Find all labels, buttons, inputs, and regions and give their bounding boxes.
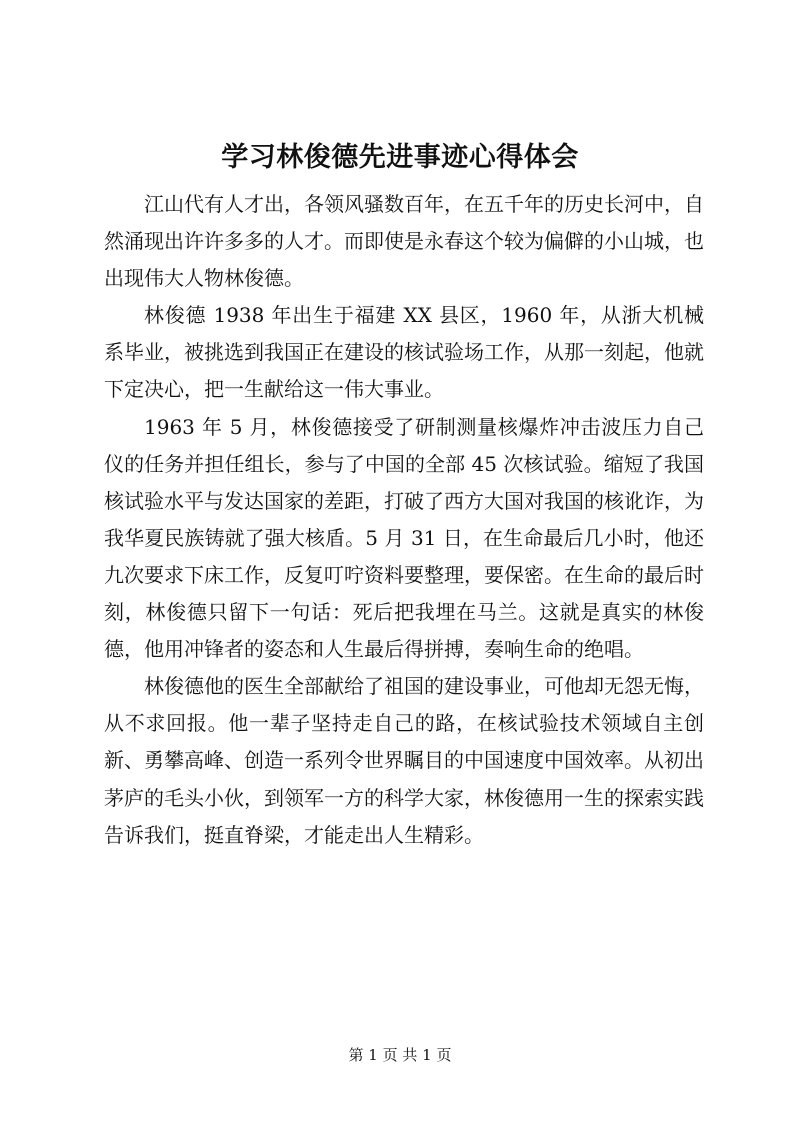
paragraph-2: 林俊德 1938 年出生于福建 XX 县区，1960 年，从浙大机械系毕业，被挑选到我国正在建设的核试验场工作，从那一刻起，他就下定决心，把一生献给这一伟大事业。 <box>104 303 704 402</box>
document-title: 学习林俊德先进事迹心得体会 <box>221 142 579 173</box>
paragraph-4: 林俊德他的医生全部献给了祖国的建设事业，可他却无怨无悔，从不求回报。他一辈子坚持走自己的路，在核试验技术领域自主创新、勇攀高峰、创造一系列令世界瞩目的中国速度中国效率。从初出茅庐的毛头小伙，到领军一方的科学大家，林俊德用一生的探索实践告诉我们，挺直脊梁，才能走出人生精彩。 <box>104 674 704 847</box>
page-footer: 第 1 页 共 1 页 <box>348 1046 452 1064</box>
paragraph-3: 1963 年 5 月，林俊德接受了研制测量核爆炸冲击波压力自己仪的任务并担任组长，参与了中国的全部 45 次核试验。缩短了我国核试验水平与发达国家的差距，打破了西方大国对我国的核讹诈，为我华夏民族铸就了强大核盾。5 月 31 日，在生命最后几小时，他还九次要求下床工作，反复叮咛资料要整理，要保密。在生命的最后时刻，林俊德只留下一句话：死后把我埋在马兰。这就是真实的林俊德，他用冲锋者的姿态和人生最后得拼搏，奏响生命的绝唱。 <box>104 414 704 662</box>
document-body <box>104 186 704 854</box>
paragraph-1: 江山代有人才出，各领风骚数百年，在五千年的历史长河中，自然涌现出许许多多的人才。而即使是永春这个较为偏僻的小山城，也出现伟大人物林俊德。 <box>104 192 704 291</box>
